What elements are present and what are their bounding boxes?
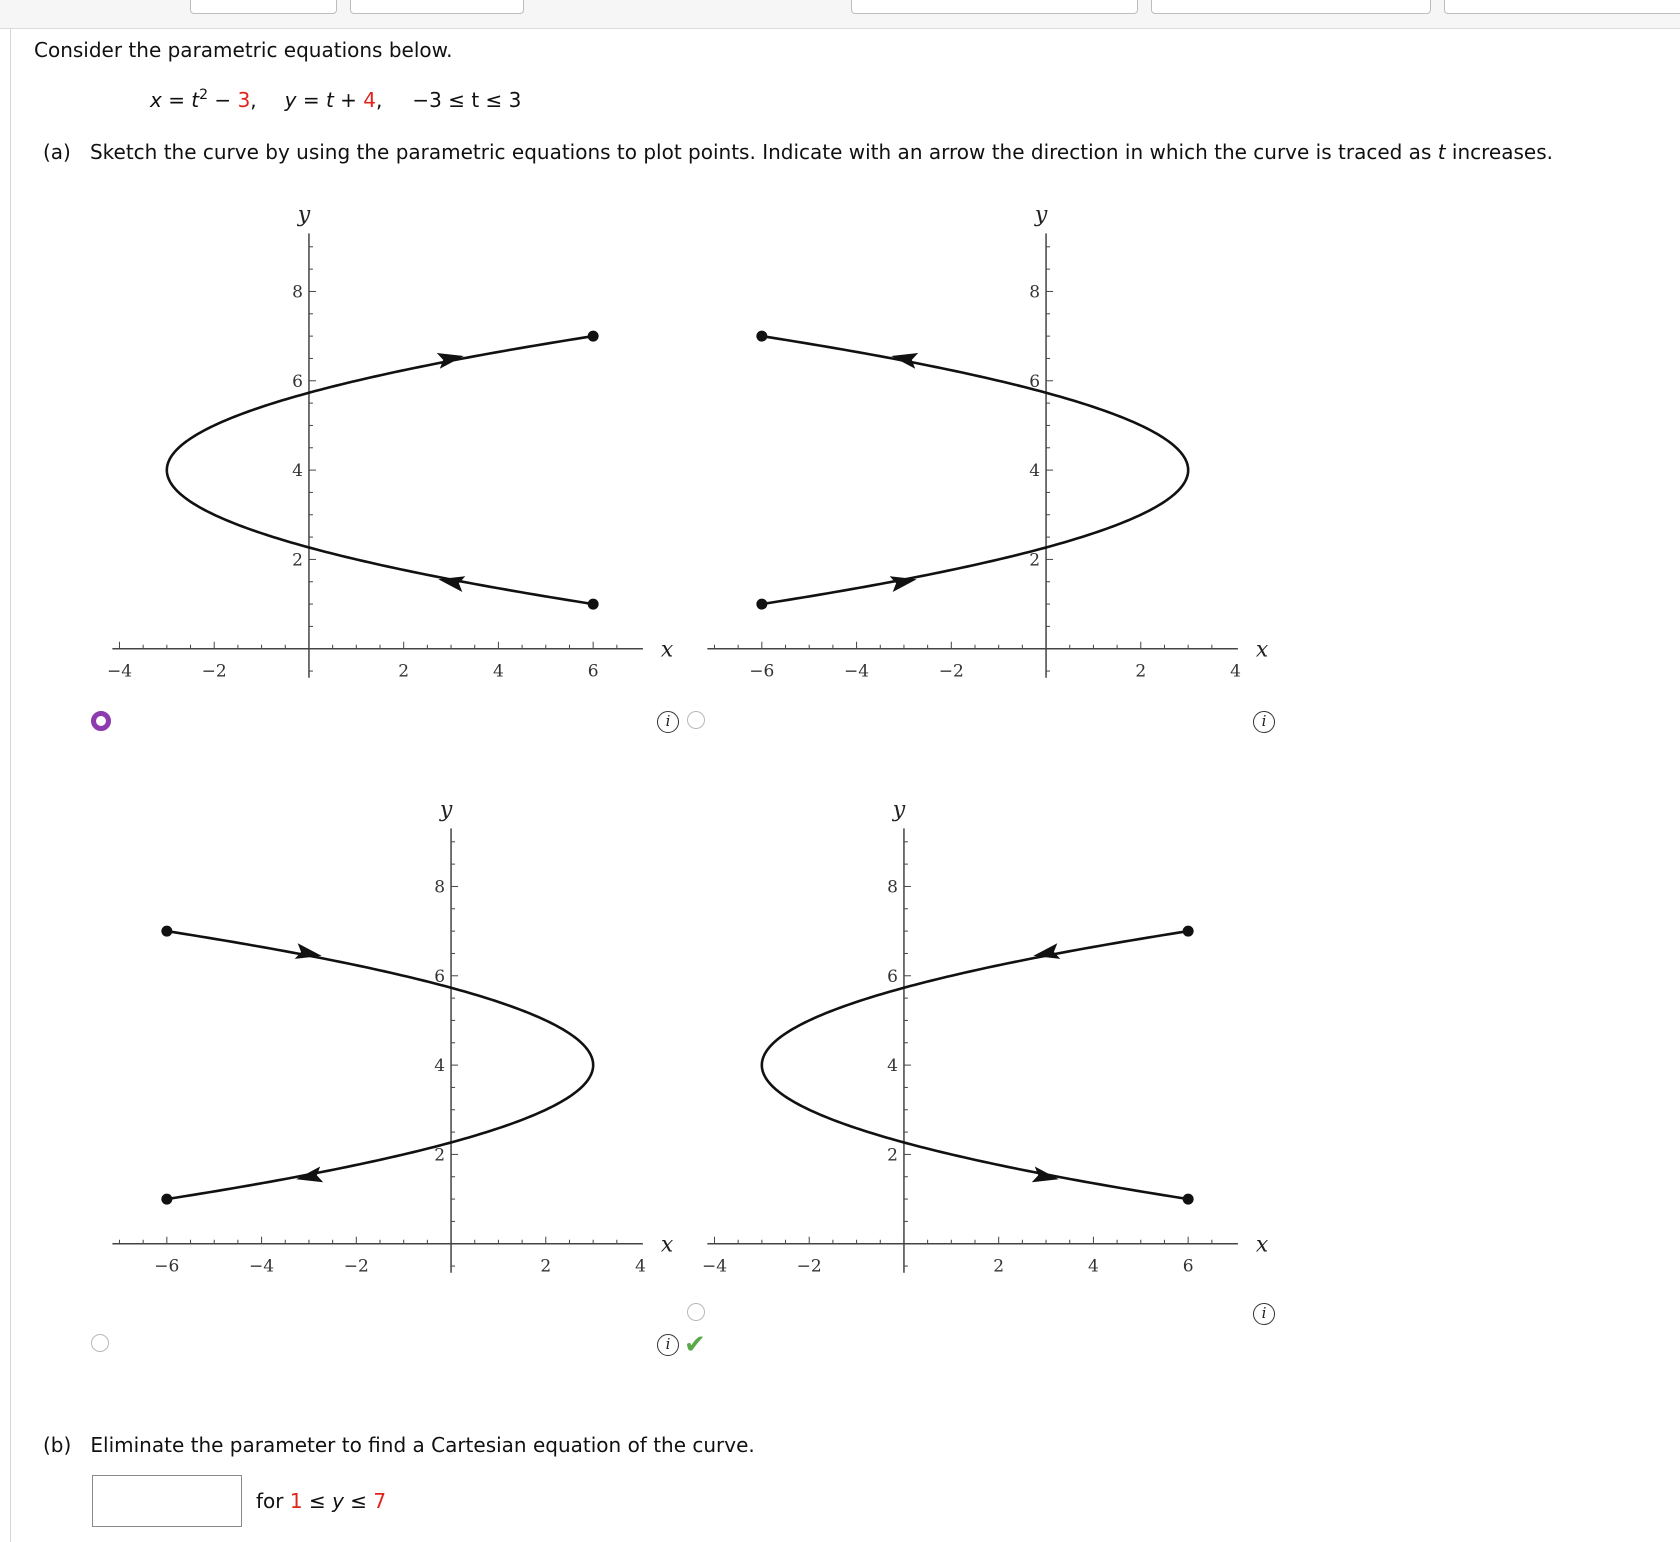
y-axis-label: y: [439, 797, 453, 823]
endpoint-marker: [588, 331, 599, 342]
x-axis-label: x: [660, 637, 674, 663]
x-tick-label: 4: [1230, 661, 1241, 682]
x-tick-label: −6: [749, 661, 775, 682]
parametric-curve: [167, 336, 593, 604]
graph-c-svg: [110, 775, 674, 1315]
direction-arrow: [296, 1167, 323, 1183]
graph-a-svg: [106, 180, 674, 720]
y-tick-label: 4: [434, 1056, 446, 1077]
parametric-curve: [762, 336, 1188, 604]
endpoint-marker: [1183, 1194, 1194, 1205]
x-axis-label: x: [1255, 637, 1269, 663]
eq-t-range: −3 ≤ t ≤ 3: [412, 87, 522, 112]
x-tick-label: 2: [398, 661, 410, 682]
endpoint-marker: [161, 926, 172, 937]
x-tick-label: −2: [938, 661, 964, 682]
x-tick-label: 6: [587, 661, 599, 682]
x-tick-label: 4: [493, 661, 504, 682]
y-tick-label: 8: [434, 877, 446, 898]
graph-choice-d[interactable]: [701, 775, 1269, 1315]
x-tick-label: 4: [635, 1256, 646, 1277]
direction-arrow: [1032, 1167, 1059, 1183]
y-tick-label: 6: [292, 371, 303, 392]
x-tick-label: −2: [343, 1256, 369, 1277]
y-tick-label: 2: [887, 1145, 898, 1166]
endpoint-marker: [1183, 926, 1194, 937]
y-tick-label: 2: [1029, 550, 1041, 571]
y-upper-bound: 7: [373, 1489, 387, 1513]
x-tick-label: 2: [1135, 661, 1147, 682]
toolbar-button[interactable]: [1151, 0, 1431, 14]
x-tick-label: −4: [249, 1256, 275, 1277]
y-tick-label: 6: [1029, 371, 1041, 392]
y-lower-bound: 1: [289, 1489, 303, 1513]
parametric-equations: [150, 87, 521, 112]
toolbar-button[interactable]: [1444, 0, 1680, 14]
eq-y-const: 4: [363, 87, 377, 112]
part-a-text: Sketch the curve by using the parametric equations to plot points. Indicate with an arrow the direction in which the curve is traced as: [89, 140, 1438, 164]
radio-choice-b[interactable]: [687, 711, 705, 729]
toolbar-button[interactable]: [350, 0, 524, 14]
graph-choice-a[interactable]: [106, 180, 674, 720]
cartesian-equation-input[interactable]: [92, 1475, 242, 1527]
info-icon[interactable]: i: [1253, 1303, 1275, 1325]
eq-y-comma: ,: [376, 87, 383, 112]
part-b-label: (b): [43, 1433, 72, 1457]
y-tick-label: 8: [887, 877, 898, 898]
eq-x-const: 3: [237, 87, 251, 112]
direction-arrow: [891, 353, 918, 369]
eq-x-lhs: x = t: [150, 87, 200, 112]
domain-constraint: [256, 1489, 386, 1513]
graph-b-svg: [705, 180, 1269, 720]
part-a-label: (a): [43, 140, 71, 164]
x-tick-label: −4: [701, 1256, 728, 1277]
y-tick-label: 6: [434, 966, 446, 987]
part-a-text-end: increases.: [1445, 140, 1553, 164]
x-tick-label: −4: [106, 661, 133, 682]
toolbar-button[interactable]: [851, 0, 1138, 14]
info-icon[interactable]: i: [657, 1334, 679, 1356]
le-1: ≤: [302, 1489, 333, 1513]
info-icon[interactable]: i: [657, 711, 679, 733]
radio-choice-c[interactable]: [91, 1334, 109, 1352]
part-b-prompt: [43, 1433, 755, 1457]
y-var: y: [332, 1489, 344, 1513]
x-axis-label: x: [1255, 1232, 1269, 1258]
y-axis-label: y: [297, 202, 311, 228]
x-tick-label: −6: [154, 1256, 180, 1277]
top-toolbar: [0, 0, 1680, 29]
x-tick-label: −2: [201, 661, 227, 682]
y-axis-label: y: [892, 797, 906, 823]
graph-choice-b[interactable]: [705, 180, 1269, 720]
le-2: ≤: [343, 1489, 374, 1513]
eq-x-exponent: 2: [199, 87, 209, 103]
y-tick-label: 8: [1029, 282, 1041, 303]
x-tick-label: 2: [540, 1256, 552, 1277]
endpoint-marker: [756, 599, 767, 610]
parametric-curve: [762, 931, 1188, 1199]
direction-arrow: [437, 353, 464, 369]
y-tick-label: 2: [292, 550, 303, 571]
part-b-text: Eliminate the parameter to find a Cartesian equation of the curve.: [90, 1433, 755, 1457]
radio-choice-a[interactable]: [91, 711, 111, 731]
checkmark-icon: ✔: [684, 1330, 706, 1360]
x-tick-label: −4: [844, 661, 870, 682]
x-tick-label: 4: [1088, 1256, 1099, 1277]
parametric-curve: [167, 931, 593, 1199]
for-text: for: [256, 1489, 290, 1513]
y-tick-label: 8: [292, 282, 303, 303]
y-tick-label: 6: [887, 966, 898, 987]
y-axis-label: y: [1034, 202, 1048, 228]
endpoint-marker: [756, 331, 767, 342]
x-tick-label: 2: [993, 1256, 1005, 1277]
endpoint-marker: [588, 599, 599, 610]
eq-x-comma: ,: [250, 87, 257, 112]
part-a-prompt: [43, 140, 1553, 164]
y-tick-label: 4: [1029, 461, 1041, 482]
endpoint-marker: [161, 1194, 172, 1205]
x-tick-label: 6: [1182, 1256, 1194, 1277]
question-intro: Consider the parametric equations below.: [34, 38, 453, 62]
radio-choice-d[interactable]: [687, 1303, 705, 1321]
x-axis-label: x: [660, 1232, 674, 1258]
left-border: [10, 28, 11, 1542]
info-icon[interactable]: i: [1253, 711, 1275, 733]
graph-d-svg: [701, 775, 1269, 1315]
x-tick-label: −2: [796, 1256, 822, 1277]
toolbar-button[interactable]: [190, 0, 337, 14]
y-tick-label: 4: [887, 1056, 898, 1077]
part-a-var: t: [1437, 140, 1446, 164]
eq-x-minus: −: [208, 87, 238, 112]
y-tick-label: 4: [292, 461, 303, 482]
graph-choice-c[interactable]: [110, 775, 674, 1315]
y-tick-label: 2: [434, 1145, 446, 1166]
eq-y-lhs: y = t +: [284, 87, 364, 112]
